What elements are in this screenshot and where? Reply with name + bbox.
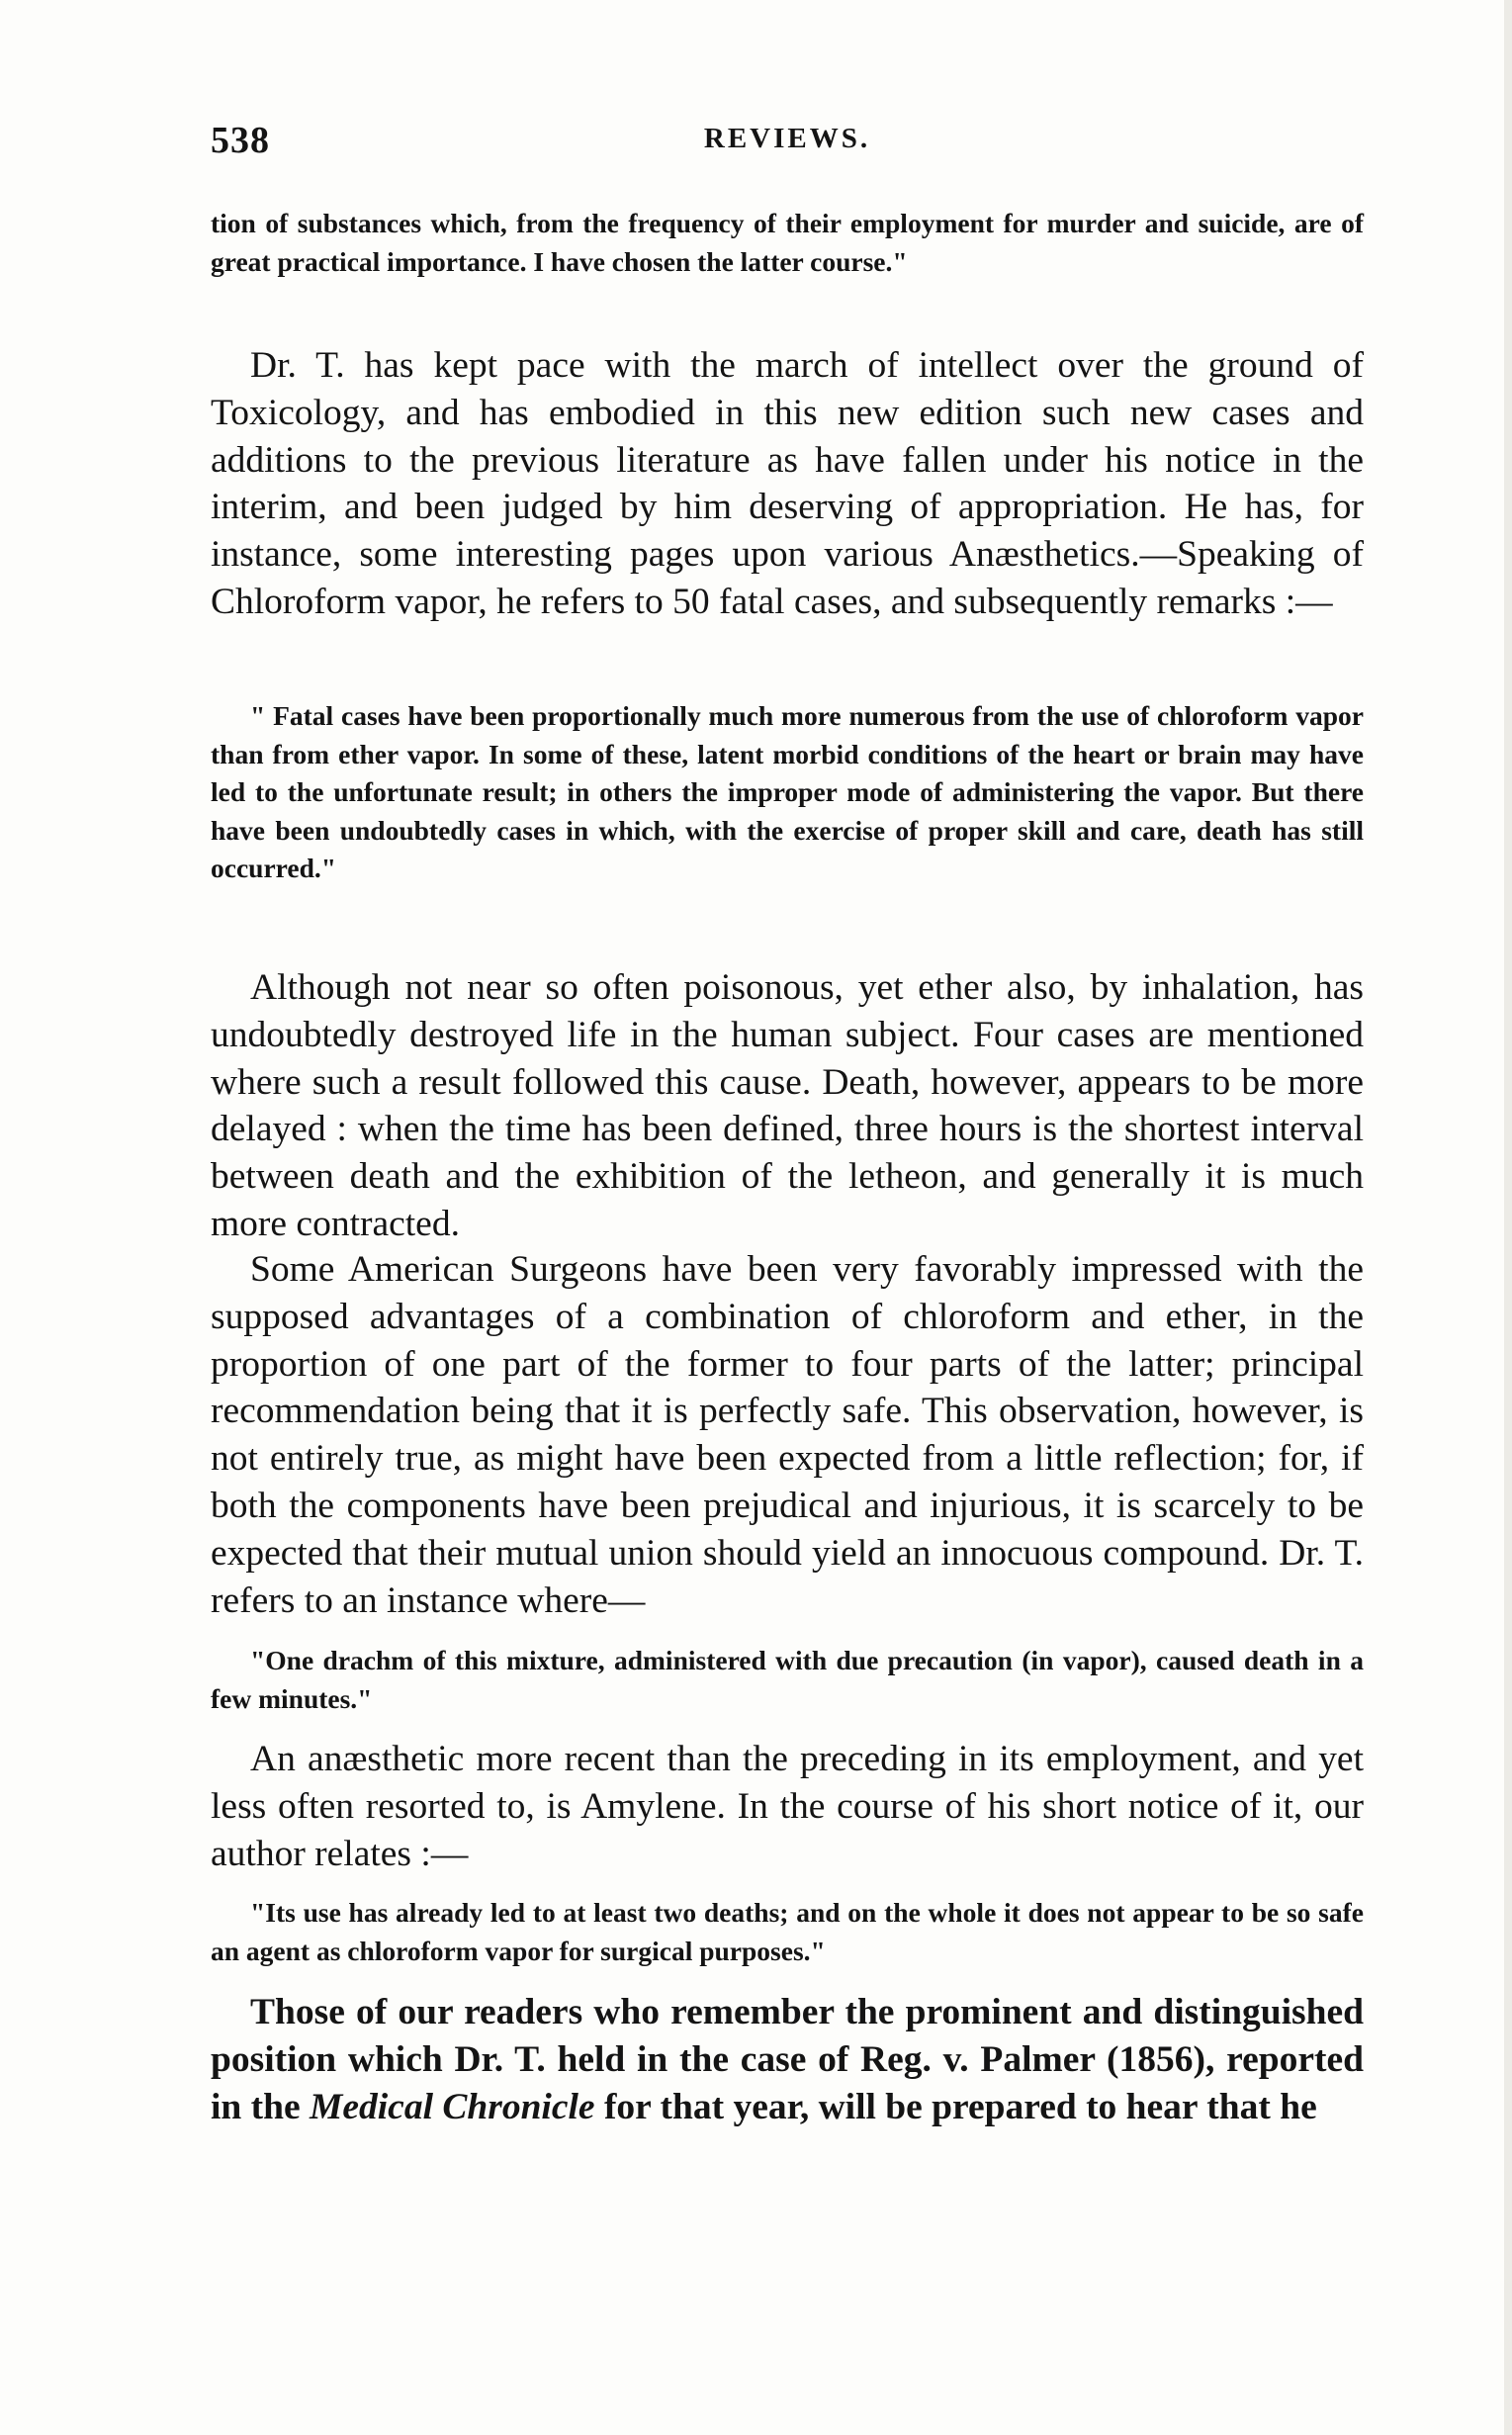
page-number: 538	[211, 120, 270, 161]
quote-continuation: tion of substances which, from the frequency of their employment for murder and suicide, are of great practical importance. I have chosen the latter course."	[211, 208, 1364, 277]
palmer-text-start: Those of our readers who remember the prominent and distinguished position which Dr. T. held in the case of Reg. v. Palmer (1856), reported in the	[211, 1992, 1364, 2127]
page-header	[211, 119, 1364, 168]
quote-drachm: "One drachm of this mixture, administered with due precaution (in vapor), caused death in a few minutes."	[211, 1645, 1364, 1714]
palmer-text-end: for that year, will be prepared to hear that he	[594, 2086, 1317, 2127]
page-edge	[1504, 0, 1512, 2435]
paragraph-toxicology: Dr. T. has kept pace with the march of intellect over the ground of Toxicology, and has embodied in this new edition such new cases and additions to the previous literature as have fallen under his notice in the interim, and been judged by him deserving of appropriation. He has, for instance, some interesting pages upon various Anæsthetics.—Speaking of Chloroform vapor, he refers to 50 fatal cases, and subsequently remarks :—	[211, 345, 1364, 622]
paragraph-palmer	[211, 1989, 1364, 2130]
paragraph-mixture: Some American Surgeons have been very favorably impressed with the supposed advantages of a combination of chloroform and ether, in the proportion of one part of the former to four parts of the latter; principal recommendation being that it is perfectly safe. This observation, however, is not entirely true, as might have been expected from a little reflection; for, if both the components have been prejudical and injurious, it is scarcely to be expected that their mutual union should yield an innocuous compound. Dr. T. refers to an instance where—	[211, 1249, 1364, 1621]
journal-title: Medical Chronicle	[310, 2086, 595, 2127]
quote-chloroform: " Fatal cases have been proportionally much more numerous from the use of chloroform vapor than from ether vapor. In some of these, latent morbid conditions of the heart or brain may have led to the unfortunate result; in others the improper mode of administering the vapor. But there have been undoubtedly cases in which, with the exercise of proper skill and care, death has still occurred."	[211, 700, 1364, 884]
paragraph-amylene: An anæsthetic more recent than the preceding in its employment, and yet less often resorted to, is Amylene. In the course of his short notice of it, our author relates :—	[211, 1739, 1364, 1874]
quote-amylene: "Its use has already led to at least two deaths; and on the whole it does not appear to be so safe an agent as chloroform vapor for surgical purposes."	[211, 1897, 1364, 1966]
paragraph-ether: Although not near so often poisonous, yet ether also, by inhalation, has undoubtedly destroyed life in the human subject. Four cases are mentioned where such a result followed this cause. Death, however, appears to be more delayed : when the time has been defined, three hours is the shortest interval between death and the exhibition of the letheon, and generally it is much more contracted.	[211, 967, 1364, 1244]
running-head: REVIEWS.	[703, 123, 871, 154]
